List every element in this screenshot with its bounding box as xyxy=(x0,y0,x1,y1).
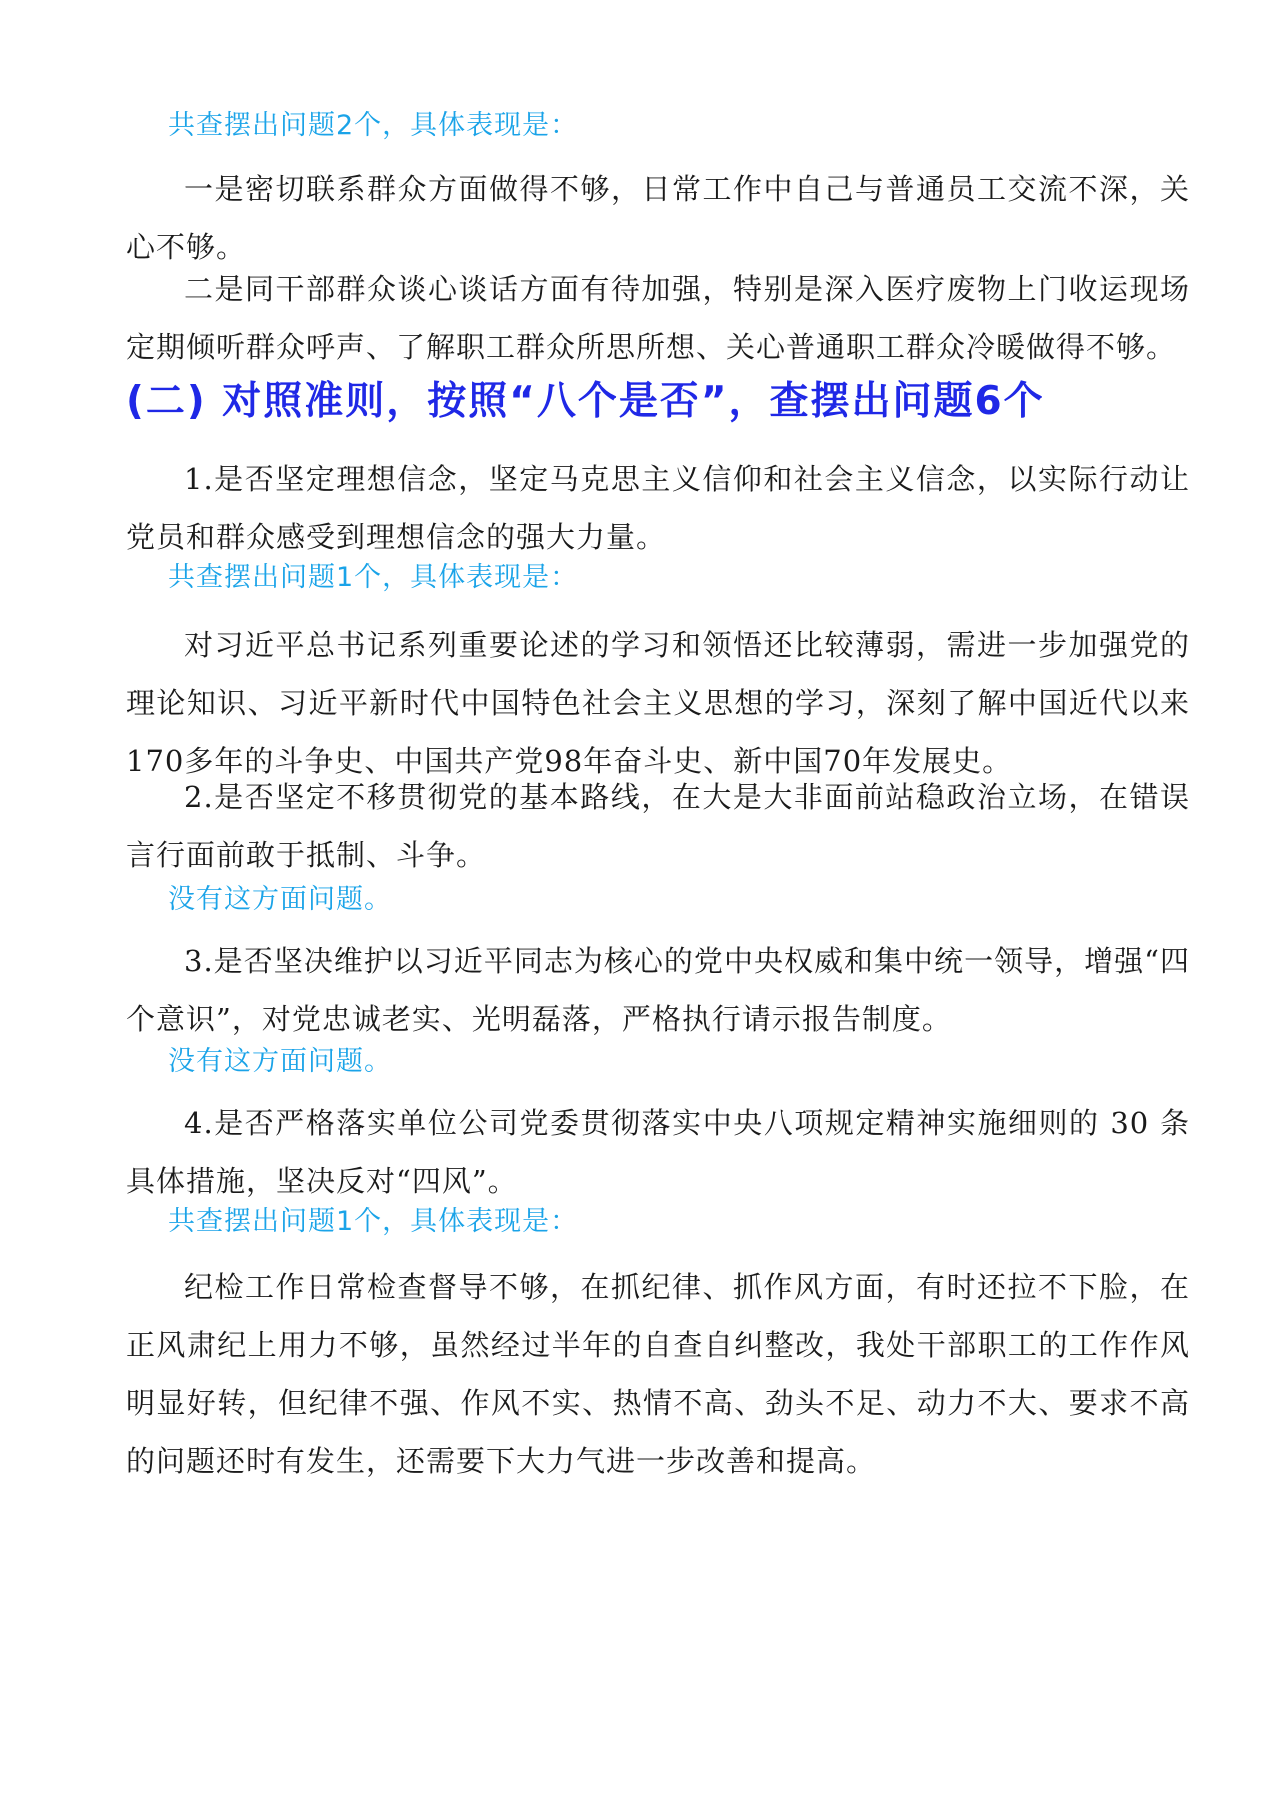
question-4-detail: 纪检工作日常检查督导不够，在抓纪律、抓作风方面，有时还拉不下脸，在正风肃纪上用力不够，虽然经过半年的自查自纠整改，我处干部职工的工作作风明显好转，但纪律不强、作风不实、热情不高、劲头不足、动力不大、要求不高的问题还时有发生，还需要下大力气进一步改善和提高。 xyxy=(126,1270,1190,1478)
issue-paragraph-1: 一是密切联系群众方面做得不够，日常工作中自己与普通员工交流不深，关心不够。 xyxy=(126,172,1190,264)
summary-question-4: 共查摆出问题1个，具体表现是： xyxy=(168,1206,579,1237)
summary-question-2: 没有这方面问题。 xyxy=(168,884,392,915)
question-1: 1.是否坚定理想信念，坚定马克思主义信仰和社会主义信念，以实际行动让党员和群众感受到理想信念的强大力量。 xyxy=(126,462,1190,554)
question-3: 3.是否坚决维护以习近平同志为核心的党中央权威和集中统一领导，增强“四个意识”，对党忠诚老实、光明磊落，严格执行请示报告制度。 xyxy=(126,944,1190,1036)
question-4: 4.是否严格落实单位公司党委贯彻落实中央八项规定精神实施细则的 30 条具体措施，坚决反对“四风”。 xyxy=(126,1106,1190,1198)
summary-issues-found-2: 共查摆出问题2个，具体表现是： xyxy=(168,110,579,141)
question-1-detail: 对习近平总书记系列重要论述的学习和领悟还比较薄弱，需进一步加强党的理论知识、习近平新时代中国特色社会主义思想的学习，深刻了解中国近代以来170多年的斗争史、中国共产党98年奋斗史、新中国70年发展史。 xyxy=(126,628,1190,778)
question-2: 2.是否坚定不移贯彻党的基本路线，在大是大非面前站稳政治立场，在错误言行面前敢于抵制、斗争。 xyxy=(126,780,1190,872)
issue-paragraph-2: 二是同干部群众谈心谈话方面有待加强，特别是深入医疗废物上门收运现场定期倾听群众呼声、了解职工群众所思所想、关心普通职工群众冷暖做得不够。 xyxy=(126,272,1190,364)
section-heading: (二) 对照准则，按照“八个是否”，查摆出问题6个 xyxy=(126,379,1045,424)
summary-question-1: 共查摆出问题1个，具体表现是： xyxy=(168,562,579,593)
summary-question-3: 没有这方面问题。 xyxy=(168,1046,392,1077)
